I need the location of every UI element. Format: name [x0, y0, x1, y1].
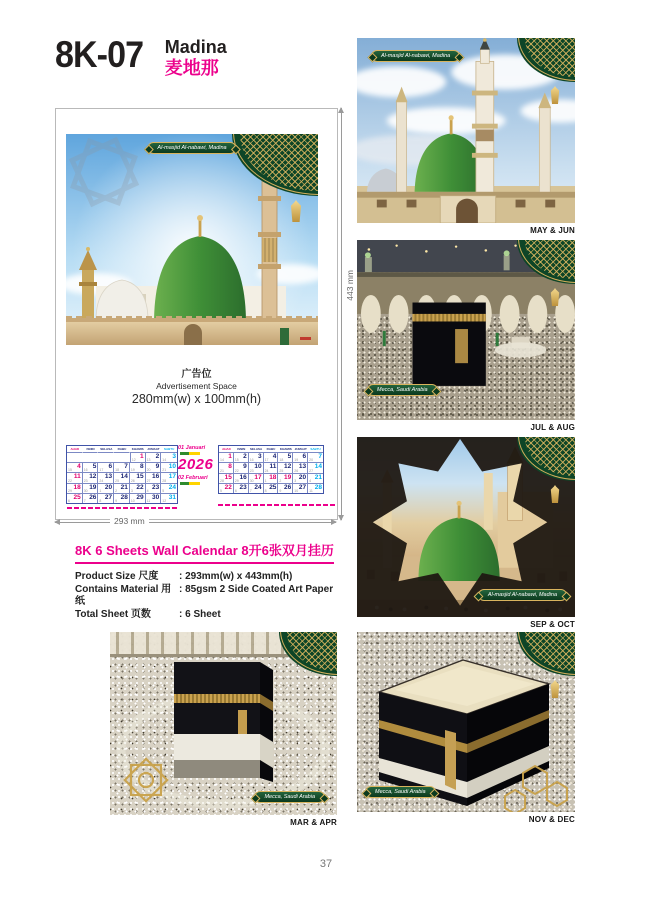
calendar-footer-text	[218, 504, 336, 506]
thumbnail-label: JUL & AUG	[530, 423, 575, 432]
width-dimension-line	[55, 522, 336, 523]
spec-list	[75, 571, 334, 621]
month-label-february: 02 Februari	[178, 475, 208, 481]
calligraphy-banner: Al-masjid Al-nabawi, Madina	[371, 50, 460, 62]
product-code: 8K-07	[55, 34, 144, 75]
product-name-en: Madina	[164, 37, 227, 57]
islamic-corner-ornament	[517, 632, 575, 676]
photo-nov-dec	[357, 632, 575, 812]
page-header	[55, 36, 227, 79]
calligraphy-banner: Mecca, Saudi Arabia	[367, 384, 438, 396]
spec-row-size: Product Size 尺度 : 293mm(w) x 443mm(h)	[75, 571, 293, 582]
ad-space-en: Advertisement Space	[156, 381, 237, 391]
photo-sep-oct	[357, 437, 575, 617]
islamic-corner-ornament	[232, 134, 318, 196]
page-number: 37	[319, 858, 333, 870]
calendar-year: 2026	[178, 456, 214, 473]
calligraphy-banner: Al-masjid Al-nabawi, Madina	[147, 142, 236, 154]
ad-space-zh: 广告位	[181, 369, 212, 380]
thumbnail-label: SEP & OCT	[530, 620, 575, 629]
product-info	[75, 540, 334, 621]
photo-jul-aug	[357, 240, 575, 420]
islamic-corner-ornament	[517, 437, 575, 481]
islamic-corner-ornament	[279, 632, 337, 676]
ad-space-block	[56, 369, 337, 407]
height-dimension-line	[341, 108, 342, 520]
calendar-footer-text	[67, 507, 177, 509]
thumbnail-label: MAR & APR	[290, 818, 337, 827]
thumbnail-sep-oct	[357, 437, 575, 629]
thumbnail-may-jun	[357, 38, 575, 235]
thumbnail-label: NOV & DEC	[528, 815, 575, 824]
thumbnail-nov-dec	[357, 632, 575, 824]
islamic-corner-ornament	[517, 38, 575, 82]
photo-may-jun	[357, 38, 575, 223]
height-dimension-label: 443 mm	[345, 270, 355, 301]
product-title: 8K 6 Sheets Wall Calendar 8开6张双月挂历	[75, 540, 334, 564]
product-name-zh: 麦地那	[164, 58, 219, 78]
calendar-grid-january: AHAD ISNIN SELASA RABU KHAMIS JUMAAT SABTU 1 12 2 13 3 14 4 15 5 16 6 17 7 18 8 19 9 20 10 21 11 22 12 23 13 24 14 25 15 26 16 27 17 28 18 29 19 30 20 1 21 2 22 3 23 4 24 5 25 6 26 7 27 8 28 9 29 10 30 11 31 12	[68, 447, 176, 504]
photo-mar-apr	[110, 632, 337, 815]
thumbnail-label: MAY & JUN	[530, 226, 575, 235]
spec-row-sheets: Total Sheet 页数 : 6 Sheet	[75, 608, 221, 620]
ad-space-size: 280mm(w) x 100mm(h)	[131, 392, 262, 406]
calendar-preview-box	[55, 108, 338, 520]
width-dimension-label: 293 mm	[110, 516, 149, 526]
calligraphy-banner: Mecca, Saudi Arabia	[365, 786, 436, 798]
calendar-center-labels	[178, 445, 218, 509]
calligraphy-banner: Mecca, Saudi Arabia	[254, 791, 325, 803]
thumbnail-jul-aug	[357, 240, 575, 432]
islamic-corner-ornament	[517, 240, 575, 284]
month-label-january: 01 Januari	[178, 445, 206, 451]
month-decoration	[180, 482, 200, 485]
spec-row-material: Contains Material 用纸 : 85gsm 2 Side Coated Art Paper	[75, 583, 334, 607]
calendar-cover-photo	[66, 134, 318, 345]
month-decoration	[180, 452, 200, 455]
calligraphy-banner: Al-masjid Al-nabawi, Madina	[478, 589, 567, 601]
calendar-grid-february: AHAD ISNIN SELASA RABU KHAMIS JUMAAT SABTU 1 14 2 15 3 16 4 17 5 18 6 19 7 20 8 21 9 22 10 23 11 24 12 25 13 26 14 27 15 28 16 29 17 30 18 1 19 2 20 3 21 4 22 5 23 6 24 7 25 8 26 9 27 10 28 11	[218, 445, 324, 494]
thumbnail-mar-apr	[110, 632, 337, 827]
